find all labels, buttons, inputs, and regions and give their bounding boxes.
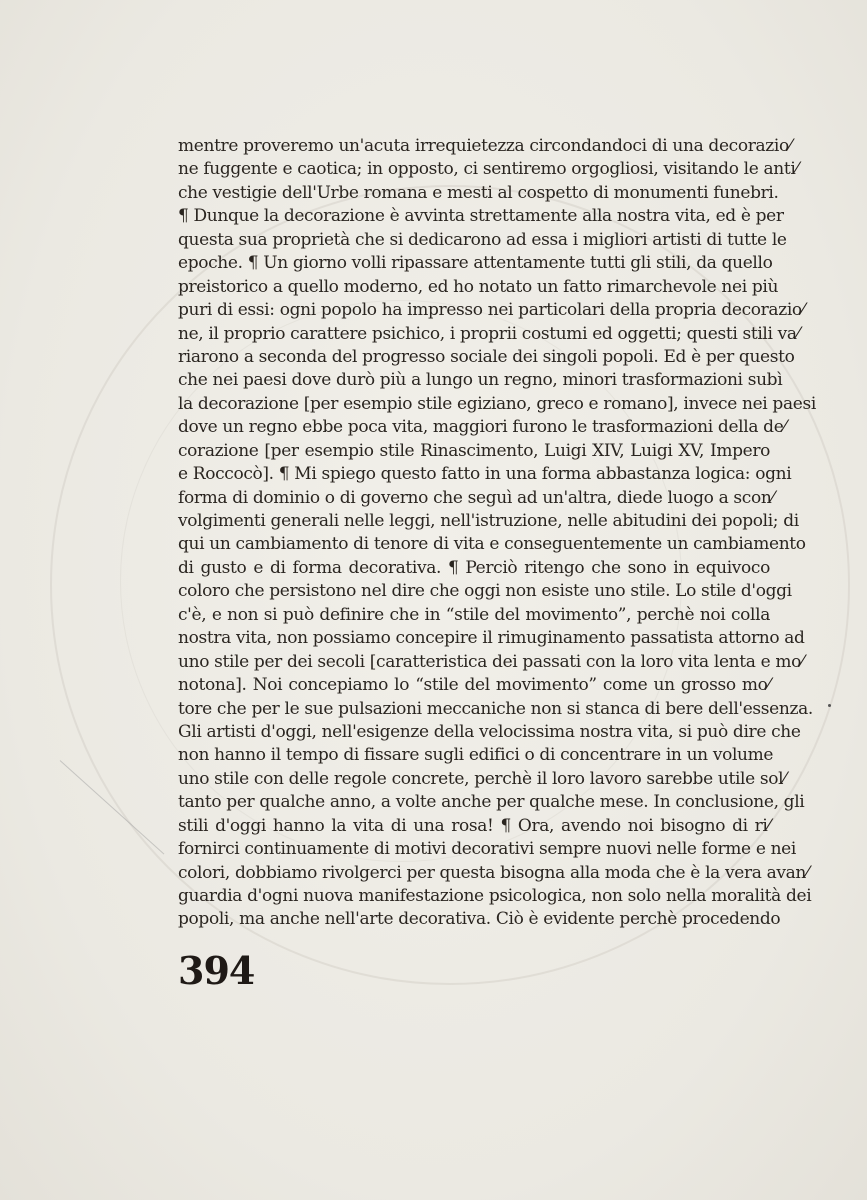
text-line: Gli artisti d'oggi, nell'esigenze della velocissima nostra vita, si può dire che [178, 721, 801, 742]
text-line: questa sua proprietà che si dedicarono ad essa i migliori artisti di tutte le [178, 229, 787, 250]
text-line: ne fuggente e caotica; in opposto, ci sentiremo orgogliosi, visitando le anti⁄ [178, 159, 798, 180]
text-line: corazione [per esempio stile Rinascimento, Luigi XIV, Luigi XV, Impero [178, 440, 770, 461]
page-number: 394 [178, 948, 255, 993]
text-line: riarono a seconda del progresso sociale dei singoli popoli. Ed è per questo [178, 346, 795, 367]
text-line: preistorico a quello moderno, ed ho notato un fatto rimarchevole nei più [178, 276, 779, 297]
text-line: dove un regno ebbe poca vita, maggiori furono le trasformazioni della de⁄ [178, 417, 786, 438]
text-line: uno stile per dei secoli [caratteristica dei passati con la loro vita lenta e mo⁄ [178, 651, 804, 672]
text-line: nostra vita, non possiamo concepire il rimuginamento passatista attorno ad [178, 628, 805, 649]
text-line: non hanno il tempo di fissare sugli edifici o di concentrare in un volume [178, 745, 774, 766]
text-line: che nei paesi dove durò più a lungo un regno, minori trasformazioni subì [178, 370, 783, 391]
ink-speck [828, 704, 831, 707]
text-line: la decorazione [per esempio stile egiziano, greco e romano], invece nei paesi [178, 393, 816, 414]
text-line: forma di dominio o di governo che seguì ad un'altra, diede luogo a scon⁄ [178, 487, 774, 508]
text-line: colori, dobbiamo rivolgerci per questa bisogna alla moda che è la vera avan⁄ [178, 862, 809, 883]
text-line: epoche. ¶ Un giorno volli ripassare attentamente tutti gli stili, da quello [178, 253, 773, 274]
text-line: stili d'oggi hanno la vita di una rosa! ¶ Ora, avendo noi bisogno di ri⁄ [178, 815, 770, 836]
text-line: ¶ Dunque la decorazione è avvinta strettamente alla nostra vita, ed è per [178, 206, 784, 227]
text-line: mentre proveremo un'acuta irrequietezza circondandoci di una decorazio⁄ [178, 136, 792, 156]
text-line: che vestigie dell'Urbe romana e mesti al cospetto di monumenti funebri. [178, 182, 779, 203]
text-line: puri di essi: ogni popolo ha impresso nei particolari della propria decorazio⁄ [178, 300, 805, 321]
text-line: c'è, e non si può definire che in “stile del movimento”, perchè noi colla [178, 604, 770, 625]
text-line: uno stile con delle regole concrete, perchè il loro lavoro sarebbe utile sol⁄ [178, 768, 786, 789]
text-line: tanto per qualche anno, a volte anche per qualche mese. In conclusione, gli [178, 792, 805, 813]
text-line: guardia d'ogni nuova manifestazione psicologica, non solo nella moralità dei [178, 886, 812, 906]
text-line: tore che per le sue pulsazioni meccaniche non si stanca di bere dell'essenza. [178, 698, 813, 719]
text-line: qui un cambiamento di tenore di vita e conseguentemente un cambiamento [178, 534, 806, 555]
text-line: popoli, ma anche nell'arte decorativa. Ciò è evidente perchè procedendo [178, 909, 781, 930]
text-line: ne, il proprio carattere psichico, i proprii costumi ed oggetti; questi stili va⁄ [178, 323, 800, 344]
text-line: volgimenti generali nelle leggi, nell'istruzione, nelle abitudini dei popoli; di [178, 511, 799, 531]
body-text [178, 135, 816, 932]
text-line: coloro che persistono nel dire che oggi non esiste uno stile. Lo stile d'oggi [178, 581, 792, 602]
text-line: e Roccocò]. ¶ Mi spiego questo fatto in una forma abbastanza logica: ogni [178, 464, 792, 485]
text-line: notona]. Noi concepiamo lo “stile del movimento” come un grosso mo⁄ [178, 675, 770, 696]
text-line: fornirci continuamente di motivi decorativi sempre nuovi nelle forme e nei [178, 839, 796, 860]
text-line: di gusto e di forma decorativa. ¶ Perciò ritengo che sono in equivoco [178, 557, 770, 578]
